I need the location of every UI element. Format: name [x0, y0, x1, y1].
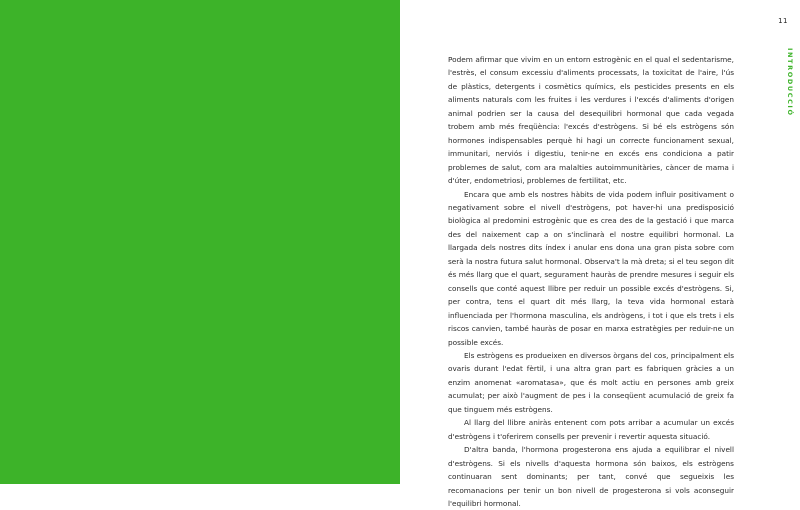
body-text	[448, 53, 734, 510]
right-page	[400, 0, 800, 508]
section-label: INTRODUCCIÓ	[786, 48, 794, 117]
left-page-green	[0, 0, 400, 484]
paragraph: Al llarg del llibre aniràs entenent com pots arribar a acumular un excés d'estrògens i t'oferirem consells per prevenir i revertir aquesta situació.	[448, 418, 734, 441]
page-number: 11	[778, 17, 788, 25]
paragraph: Els estrògens es produeixen en diversos òrgans del cos, principalment els ovaris durant l'edat fèrtil, i una altra gran part es fabriquen gràcies a un enzim anomenat «aromatasa», que és molt actiu en persones amb greix acumulat; per això l'augment de pes i la conseqüent acumulació de greix fa que tinguem més estrògens.	[448, 350, 734, 414]
paragraph: Podem afirmar que vivim en un entorn estrogènic en el qual el sedentarisme, l'estrès, el consum excessiu d'aliments processats, la toxicitat de l'aire, l'ús de plàstics, detergents i cosmètics químics, els pesticides presents en els aliments naturals com les fruites i les verdures i l'excés d'aliments d'origen animal podrien ser la causa del desequilibri hormonal que cada vegada trobem amb més freqüència: l'excés d'estrògens. Si bé els estrògens són hormones indispensables perquè hi hagi un correcte funcionament sexual, immunitari, nerviós i digestiu, tenir-ne en excés ens condiciona a patir problemes de salut, com ara malalties autoimmunitàries, càncer de mama i d'úter, endometriosi, problemes de fertilitat, etc.	[448, 55, 734, 186]
paragraph: Encara que amb els nostres hàbits de vida podem influir positivament o negativament sobre el nivell d'estrògens, pot haver-hi una predisposició biològica al predomini estrogènic que es crea des de la gestació i que marca des del naixement cap a on s'inclinarà el nostre equilibri hormonal. La llargada dels nostres dits índex i anular ens dona una gran pista sobre com serà la nostra futura salut hormonal. Observa't la mà dreta; si el teu segon dit és més llarg que el quart, segurament hauràs de prendre mesures i seguir els consells que conté aquest llibre per reduir un possible excés d'estrògens. Si, per contra, tens el quart dit més llarg, la teva vida hormonal estarà influenciada per l'hormona masculina, els andrògens, i tot i que els trets i els riscos canvien, també hauràs de posar en marxa estratègies per reduir-ne un possible excés.	[448, 189, 734, 347]
paragraph: D'altra banda, l'hormona progesterona ens ajuda a equilibrar el nivell d'estrògens. Si els nivells d'aquesta hormona són baixos, els estrògens continuaran sent dominants; per tant, convé que segueixis les recomanacions per tenir un bon nivell de progesterona si vols aconseguir l'equilibri hormonal.	[448, 445, 734, 508]
